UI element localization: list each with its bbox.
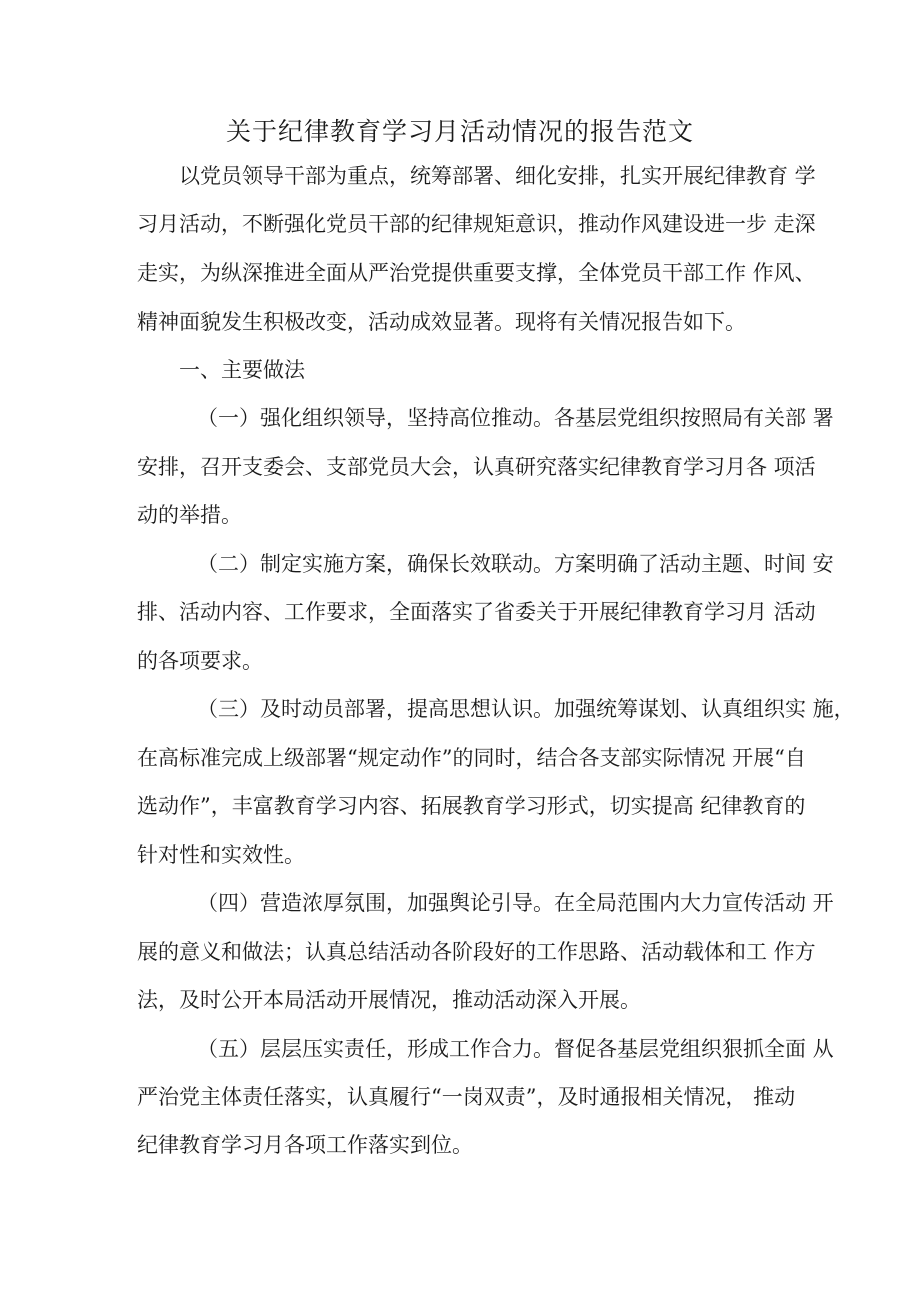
item-1-line-1: （一）强化组织领导，坚持高位推动。各基层党组织按照局有关部 署 (197, 406, 834, 430)
intro-line-2: 习月活动，不断强化党员干部的纪律规矩意识，推动作风建设进一步 走深 (137, 212, 816, 236)
item-4-line-1: （四）营造浓厚氛围，加强舆论引导。在全局范围内大力宣传活动 开 (197, 891, 834, 915)
intro-line-1: 以党员领导干部为重点，统筹部署、细化安排，扎实开展纪律教育 学 (179, 164, 816, 188)
item-5-line-3: 纪律教育学习月各项工作落实到位。 (137, 1133, 473, 1157)
intro-line-4: 精神面貌发生积极改变，活动成效显著。现将有关情况报告如下。 (137, 310, 746, 334)
document-title: 关于纪律教育学习月活动情况的报告范文 (225, 117, 694, 146)
item-1-line-2: 安排，召开支委会、支部党员大会，认真研究落实纪律教育学习月各 项活 (137, 455, 816, 479)
section-heading: 一、主要做法 (179, 358, 305, 382)
item-4-line-3: 法，及时公开本局活动开展情况，推动活动深入开展。 (137, 988, 641, 1012)
item-2-line-1: （二）制定实施方案，确保长效联动。方案明确了活动主题、时间 安 (197, 552, 834, 576)
intro-line-3: 走实，为纵深推进全面从严治党提供重要支撑，全体党员干部工作 作风、 (137, 261, 816, 285)
item-5-line-2: 严治党主体责任落实，认真履行“一岗双责”，及时通报相关情况， 推动 (137, 1085, 796, 1109)
item-3-line-4: 针对性和实效性。 (137, 843, 305, 867)
item-3-line-1: （三）及时动员部署，提高思想认识。加强统筹谋划、认真组织实 施， (197, 697, 855, 721)
item-2-line-3: 的各项要求。 (137, 649, 263, 673)
item-1-line-3: 动的举措。 (137, 503, 242, 527)
item-3-line-3: 选动作”，丰富教育学习内容、拓展教育学习形式，切实提高 纪律教育的 (137, 794, 806, 818)
item-2-line-2: 排、活动内容、工作要求，全面落实了省委关于开展纪律教育学习月 活动 (137, 600, 816, 624)
item-4-line-2: 展的意义和做法；认真总结活动各阶段好的工作思路、活动载体和工 作方 (137, 940, 816, 964)
item-3-line-2: 在高标准完成上级部署“规定动作”的同时，结合各支部实际情况 开展“自 (137, 746, 806, 770)
item-5-line-1: （五）层层压实责任，形成工作合力。督促各基层党组织狠抓全面 从 (197, 1037, 834, 1061)
